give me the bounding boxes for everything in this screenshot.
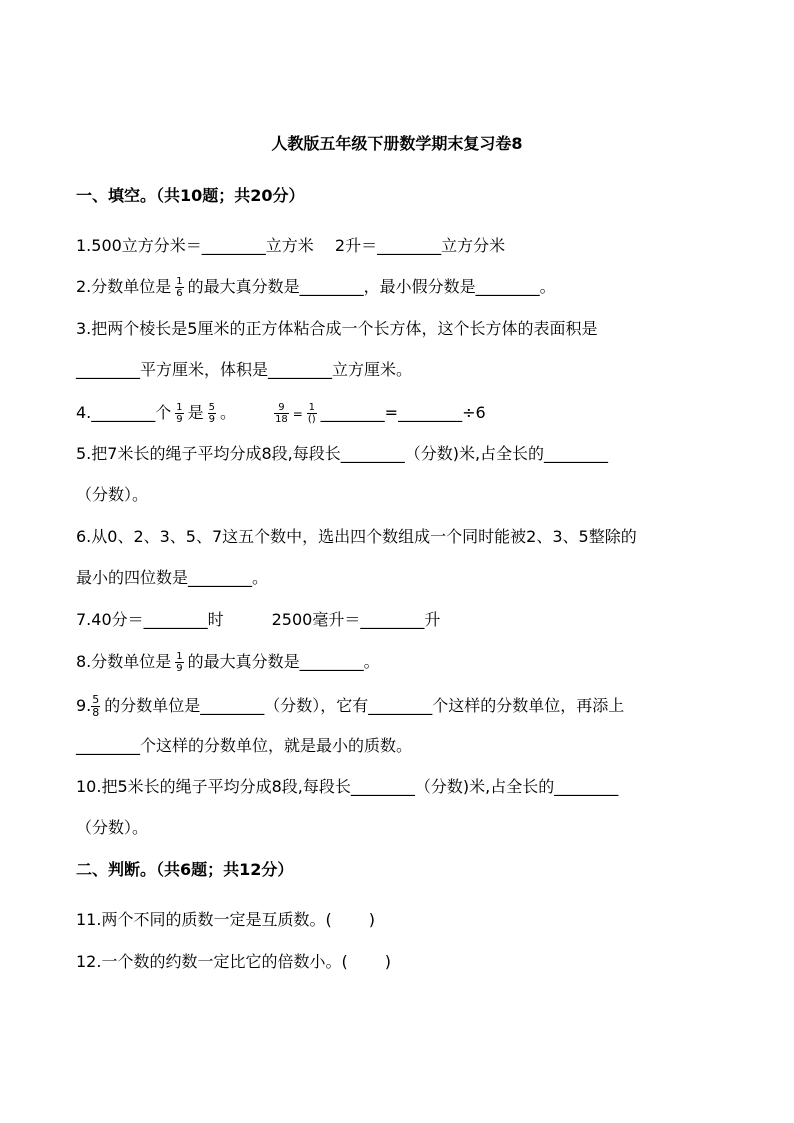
question-5-line-2: （分数）。 xyxy=(76,485,149,504)
fraction-1-9 xyxy=(175,402,183,425)
fraction-numerator: 1 xyxy=(176,276,183,287)
fraction-5-9 xyxy=(208,402,216,425)
question-2-text-a: 2.分数单位是 xyxy=(76,277,172,296)
question-4-text-d: ________=________÷6 xyxy=(320,403,486,422)
equals-sign: = xyxy=(292,407,303,421)
question-3-line-1: 3.把两个棱长是5厘米的正方体粘合成一个长方体，这个长方体的表面积是 xyxy=(76,319,598,338)
fraction-numerator: 1 xyxy=(176,651,183,662)
question-1: 1.500立方分米＝________立方米 2升＝________立方分米 xyxy=(76,236,506,255)
fraction-denominator: 8 xyxy=(92,706,100,719)
fraction-numerator: 1 xyxy=(176,402,183,413)
fraction-denominator: 9 xyxy=(176,663,183,674)
question-12: 12.一个数的约数一定比它的倍数小。( ) xyxy=(76,952,392,971)
section-2-heading: 二、判断。（共6题；共12分） xyxy=(76,860,294,879)
question-10-line-2: （分数）。 xyxy=(76,818,149,837)
question-2 xyxy=(76,276,556,299)
fraction-1-6 xyxy=(175,276,183,299)
question-2-text-b: 的最大真分数是________，最小假分数是________。 xyxy=(187,277,556,296)
fraction-numerator: 1 xyxy=(308,402,315,413)
question-4 xyxy=(76,402,486,425)
question-4-text-c: 。 xyxy=(220,403,237,422)
question-9-text-b: 的分数单位是________（分数），它有________个这样的分数单位，再添上 xyxy=(104,696,625,715)
question-10-line-1: 10.把5米长的绳子平均分成8段,每段长________（分数)米,占全长的________ xyxy=(76,777,619,796)
fraction-1-9 xyxy=(175,651,183,674)
question-9-line-1 xyxy=(76,694,624,719)
fraction-denominator: 6 xyxy=(176,288,183,299)
fraction-denominator: 18 xyxy=(275,414,288,425)
fraction-1-blank xyxy=(307,402,317,425)
question-5-line-1: 5.把7米长的绳子平均分成8段,每段长________（分数)米,占全长的________ xyxy=(76,444,609,463)
question-8 xyxy=(76,651,380,674)
question-8-text-b: 的最大真分数是________。 xyxy=(187,652,380,671)
fraction-5-8 xyxy=(91,694,100,719)
question-4-text-a: 4.________个 xyxy=(76,403,172,422)
question-11: 11.两个不同的质数一定是互质数。( ) xyxy=(76,910,376,929)
fraction-denominator: () xyxy=(307,414,316,425)
fraction-denominator: 9 xyxy=(208,414,216,425)
question-3-line-2: ________平方厘米，体积是________立方厘米。 xyxy=(76,360,413,379)
fraction-numerator: 5 xyxy=(92,693,100,706)
question-7: 7.40分＝________时 2500毫升＝________升 xyxy=(76,610,441,629)
question-6-line-2: 最小的四位数是________。 xyxy=(76,568,269,587)
question-9-line-2: ________个这样的分数单位，就是最小的质数。 xyxy=(76,736,413,755)
fraction-numerator: 9 xyxy=(274,402,289,414)
fraction-9-18 xyxy=(274,402,289,425)
question-8-text-a: 8.分数单位是 xyxy=(76,652,172,671)
fraction-denominator: 9 xyxy=(176,414,183,425)
question-6-line-1: 6.从0、2、3、5、7这五个数中，选出四个数组成一个同时能被2、3、5整除的 xyxy=(76,527,637,546)
fraction-numerator: 5 xyxy=(208,402,216,413)
section-1-heading: 一、填空。（共10题；共20分） xyxy=(76,186,305,205)
page-title: 人教版五年级下册数学期末复习卷8 xyxy=(271,134,523,153)
question-4-text-b: 是 xyxy=(187,403,204,422)
question-9-text-a: 9. xyxy=(76,696,92,715)
